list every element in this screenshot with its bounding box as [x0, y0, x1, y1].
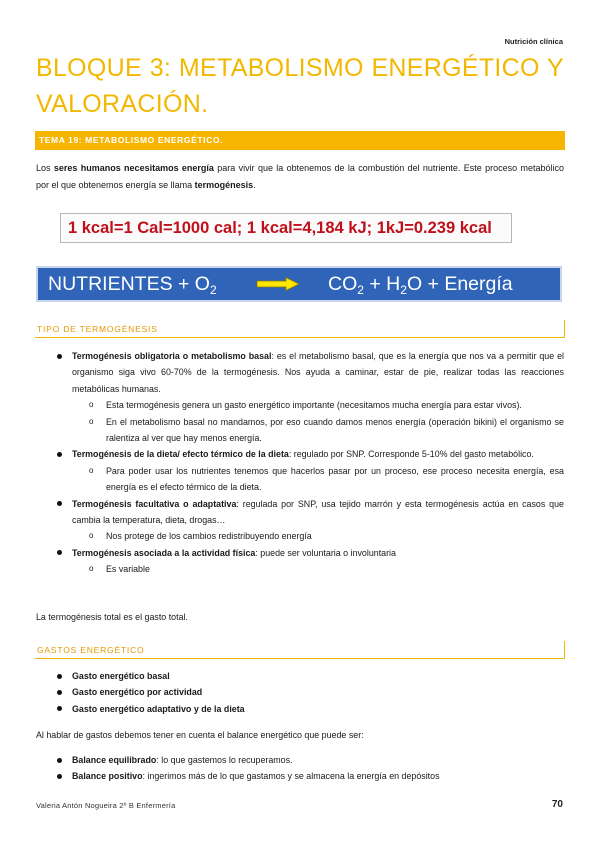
balance-item: [36, 768, 564, 784]
balance-item-title: Balance positivo: [72, 771, 143, 782]
gasto-item: [36, 684, 564, 700]
termogenesis-subitem: o Nos protege de los cambios redistribuyendo energía: [72, 528, 564, 544]
gastos-intro: Al hablar de gastos debemos tener en cuenta el balance energético que puede ser:: [36, 730, 364, 740]
termogenesis-item-text: : puede ser voluntaria o involuntaria: [255, 547, 396, 558]
section-heading-gastos: GASTOS ENERGÉTICO: [35, 641, 565, 659]
reaction-reactants: NUTRIENTES + $O_2$: [48, 273, 217, 297]
termogenesis-subitem: o En el metabolismo basal no mandamos, por eso cuando damos menos energía (operación bikini) el organismo se ralentiza al ver que hay menos energía.: [72, 414, 564, 447]
running-header: Nutrición clínica: [504, 37, 563, 46]
termogenesis-item: [36, 348, 564, 446]
termogenesis-item: [36, 446, 564, 495]
intro-paragraph: Los seres humanos necesitamos energía para vivir que la obtenemos de la combustión del nutriente. Este proceso metabólico por el que obtenemos energía se llama termogénesis.: [36, 163, 564, 190]
balance-item-text: : lo que gastemos lo recuperamos.: [156, 755, 293, 765]
termogenesis-item-text: : regulada por SNP, usa tejido marrón y esta termogénesis actúa en casos que cambia la temperatura, dieta, drogas…: [72, 498, 564, 526]
intro-bold-1: seres humanos necesitamos energía: [53, 163, 214, 173]
termogenesis-item-title: Termogénesis facultativa o adaptativa: [72, 498, 237, 509]
termogenesis-item-title: Termogénesis obligatoria o metabolismo basal: [72, 351, 272, 361]
termogenesis-subitem: o Para poder usar los nutrientes tenemos que hacerlos pasar por un proceso, ese proceso necesita energía, esa energía es el efecto térmico de la dieta.: [72, 463, 564, 496]
termogenesis-item: [36, 496, 564, 545]
termogenesis-sublist: [72, 463, 564, 496]
balance-list: [36, 752, 564, 785]
gasto-item-label: Gasto energético por actividad: [72, 687, 203, 698]
balance-item-title: Balance equilibrado: [72, 755, 157, 765]
gasto-item-label: Gasto energético adaptativo y de la dieta: [72, 703, 245, 714]
termogenesis-list: [36, 348, 564, 578]
termogenesis-item-title: Termogénesis de la dieta/ efecto térmico de la dieta: [72, 449, 289, 460]
balance-item-text: : ingerimos más de lo que gastamos y se almacena la energía en depósitos: [142, 771, 440, 782]
gasto-item-label: Gasto energético basal: [72, 671, 170, 681]
termogenesis-subitem: o Esta termogénesis genera un gasto energético importante (necesitamos mucha energía para estar vivos).: [72, 397, 564, 413]
termogenesis-closing: La termogénesis total es el gasto total.: [36, 612, 188, 622]
termogenesis-sublist: [72, 528, 564, 544]
page-number: 70: [551, 799, 563, 810]
energy-units-equation: 1 kcal=1 Cal=1000 cal; 1 kcal=4,184 kJ; 1kJ=0.239 kcal: [60, 213, 512, 243]
gastos-list: [36, 668, 564, 717]
termogenesis-sublist: [72, 561, 564, 577]
termogenesis-sublist: [72, 397, 564, 446]
gasto-item: [36, 668, 564, 684]
footer-author: Valeria Antón Nogueira 2º B Enfermería: [36, 801, 176, 810]
right-arrow-icon: [256, 277, 300, 291]
termogenesis-subitem: o Es variable: [72, 561, 564, 577]
balance-item: [36, 752, 564, 768]
section-heading-termogenesis: TIPO DE TERMOGÉNESIS: [35, 320, 565, 338]
intro-bold-2: termogénesis: [194, 180, 254, 190]
topic-bar: TEMA 19: METABOLISMO ENERGÉTICO.: [35, 131, 565, 150]
termogenesis-item-text: : es el metabolismo basal, que es la energía que nos va a permitir que el organismo siga vivo 60-70% de la termogénesis. Nos ayuda a caminar, estar de pie, realizar todas las reacciones metabólicas humanas.: [72, 351, 564, 394]
block-title: BLOQUE 3: METABOLISMO ENERGÉTICO Y VALORACIÓN.: [36, 54, 564, 118]
combustion-reaction-banner: [36, 266, 562, 302]
termogenesis-item-title: Termogénesis asociada a la actividad física: [72, 547, 256, 558]
termogenesis-item-text: : regulado por SNP. Corresponde 5-10% del gasto metabólico.: [288, 449, 534, 460]
gasto-item: [36, 701, 564, 717]
reaction-products: $CO_2 + H_2O$ + Energía: [328, 273, 513, 297]
termogenesis-item: [36, 545, 564, 578]
